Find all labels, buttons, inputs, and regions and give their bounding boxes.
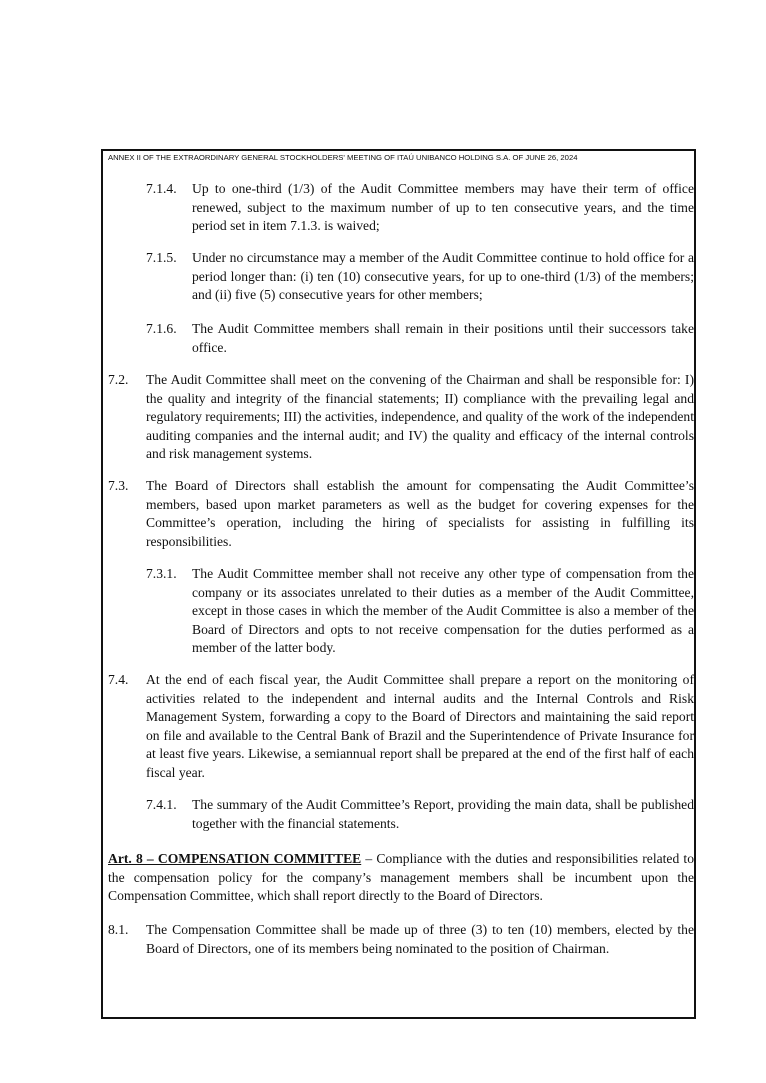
clause-number: 7.2.: [108, 372, 129, 387]
clause-text-8-1: The Compensation Committee shall be made up of three (3) to ten (10) members, elected by the Board of Directors, one of its members being nominated to the position of Chairman.: [146, 922, 694, 956]
clause-number: 7.4.: [108, 672, 129, 687]
clause-number: 7.1.5.: [146, 250, 177, 265]
clause-text-7-1-5: Under no circumstance may a member of the Audit Committee continue to hold office for a period longer than: (i) ten (10) consecutive years, for up to one-third (1/3) of the members; and (ii) five (5) consecutive years for other members;: [192, 250, 694, 302]
clause-number: 7.3.: [108, 478, 129, 493]
clause-text: [192, 180, 694, 236]
clause-text: [146, 371, 694, 464]
article-8-paragraph: [108, 850, 694, 906]
clause-number: 8.1.: [108, 922, 129, 937]
clause-text: [192, 565, 694, 658]
article-8-title: Art. 8 – COMPENSATION COMMITTEE: [108, 851, 362, 866]
clause-text: [146, 921, 694, 958]
clause-number: 7.4.1.: [146, 797, 177, 812]
article-8-text: – Compliance with the duties and responsibilities related to the compensation policy for the company’s management members shall be incumbent upon the Compensation Committee, which shall report directly to the Board of Directors.: [108, 851, 694, 903]
clause-number: 7.1.6.: [146, 321, 177, 336]
clause-text: [146, 671, 694, 782]
clause-number: 7.1.4.: [146, 181, 177, 196]
clause-text: [192, 249, 694, 305]
clause-text: [192, 320, 694, 357]
clause-text-7-3-1: The Audit Committee member shall not receive any other type of compensation from the company or its associates unrelated to their duties as a member of the Audit Committee, except in those cases in which the member of the Audit Committee is also a member of the Board of Directors and opts to not receive compensation for the duties performed as a member of the latter body.: [192, 566, 694, 655]
clause-text-7-4: At the end of each fiscal year, the Audit Committee shall prepare a report on the monitoring of activities related to the independent and internal audits and the Internal Controls and Risk Management System, forwarding a copy to the Board of Directors and maintaining the said report on file and available to the Central Bank of Brazil and the Superintendence of Private Insurance for at least five years. Likewise, a semiannual report shall be prepared at the end of the first half of each fiscal year.: [146, 672, 694, 780]
annex-header: ANNEX II OF THE EXTRAORDINARY GENERAL STOCKHOLDERS' MEETING OF ITAÚ UNIBANCO HOLDING S.A. OF JUNE 26, 2024: [108, 153, 578, 162]
clause-number: 7.3.1.: [146, 566, 177, 581]
clause-text: [146, 477, 694, 551]
clause-text-7-1-4: Up to one-third (1/3) of the Audit Committee members may have their term of office renewed, subject to the maximum number of up to ten consecutive years, and the time period set in item 7.1.3. is waived;: [192, 181, 694, 233]
clause-text-7-1-6: The Audit Committee members shall remain in their positions until their successors take office.: [192, 321, 694, 355]
clause-text-7-4-1: The summary of the Audit Committee’s Report, providing the main data, shall be published together with the financial statements.: [192, 797, 694, 831]
clause-text-7-3: The Board of Directors shall establish the amount for compensating the Audit Committee’s members, based upon market parameters as well as the budget for covering expenses for the Committee’s operation, including the hiring of specialists for assisting in fulfilling its responsibilities.: [146, 478, 694, 549]
clause-text-7-2: The Audit Committee shall meet on the convening of the Chairman and shall be responsible for: I) the quality and integrity of the financial statements; II) compliance with the prevailing legal and regulatory requirements; III) the activities, independence, and quality of the work of the independent auditing companies and the internal audit; and IV) the quality and efficacy of the internal controls and risk management systems.: [146, 372, 694, 461]
clause-text: [192, 796, 694, 833]
